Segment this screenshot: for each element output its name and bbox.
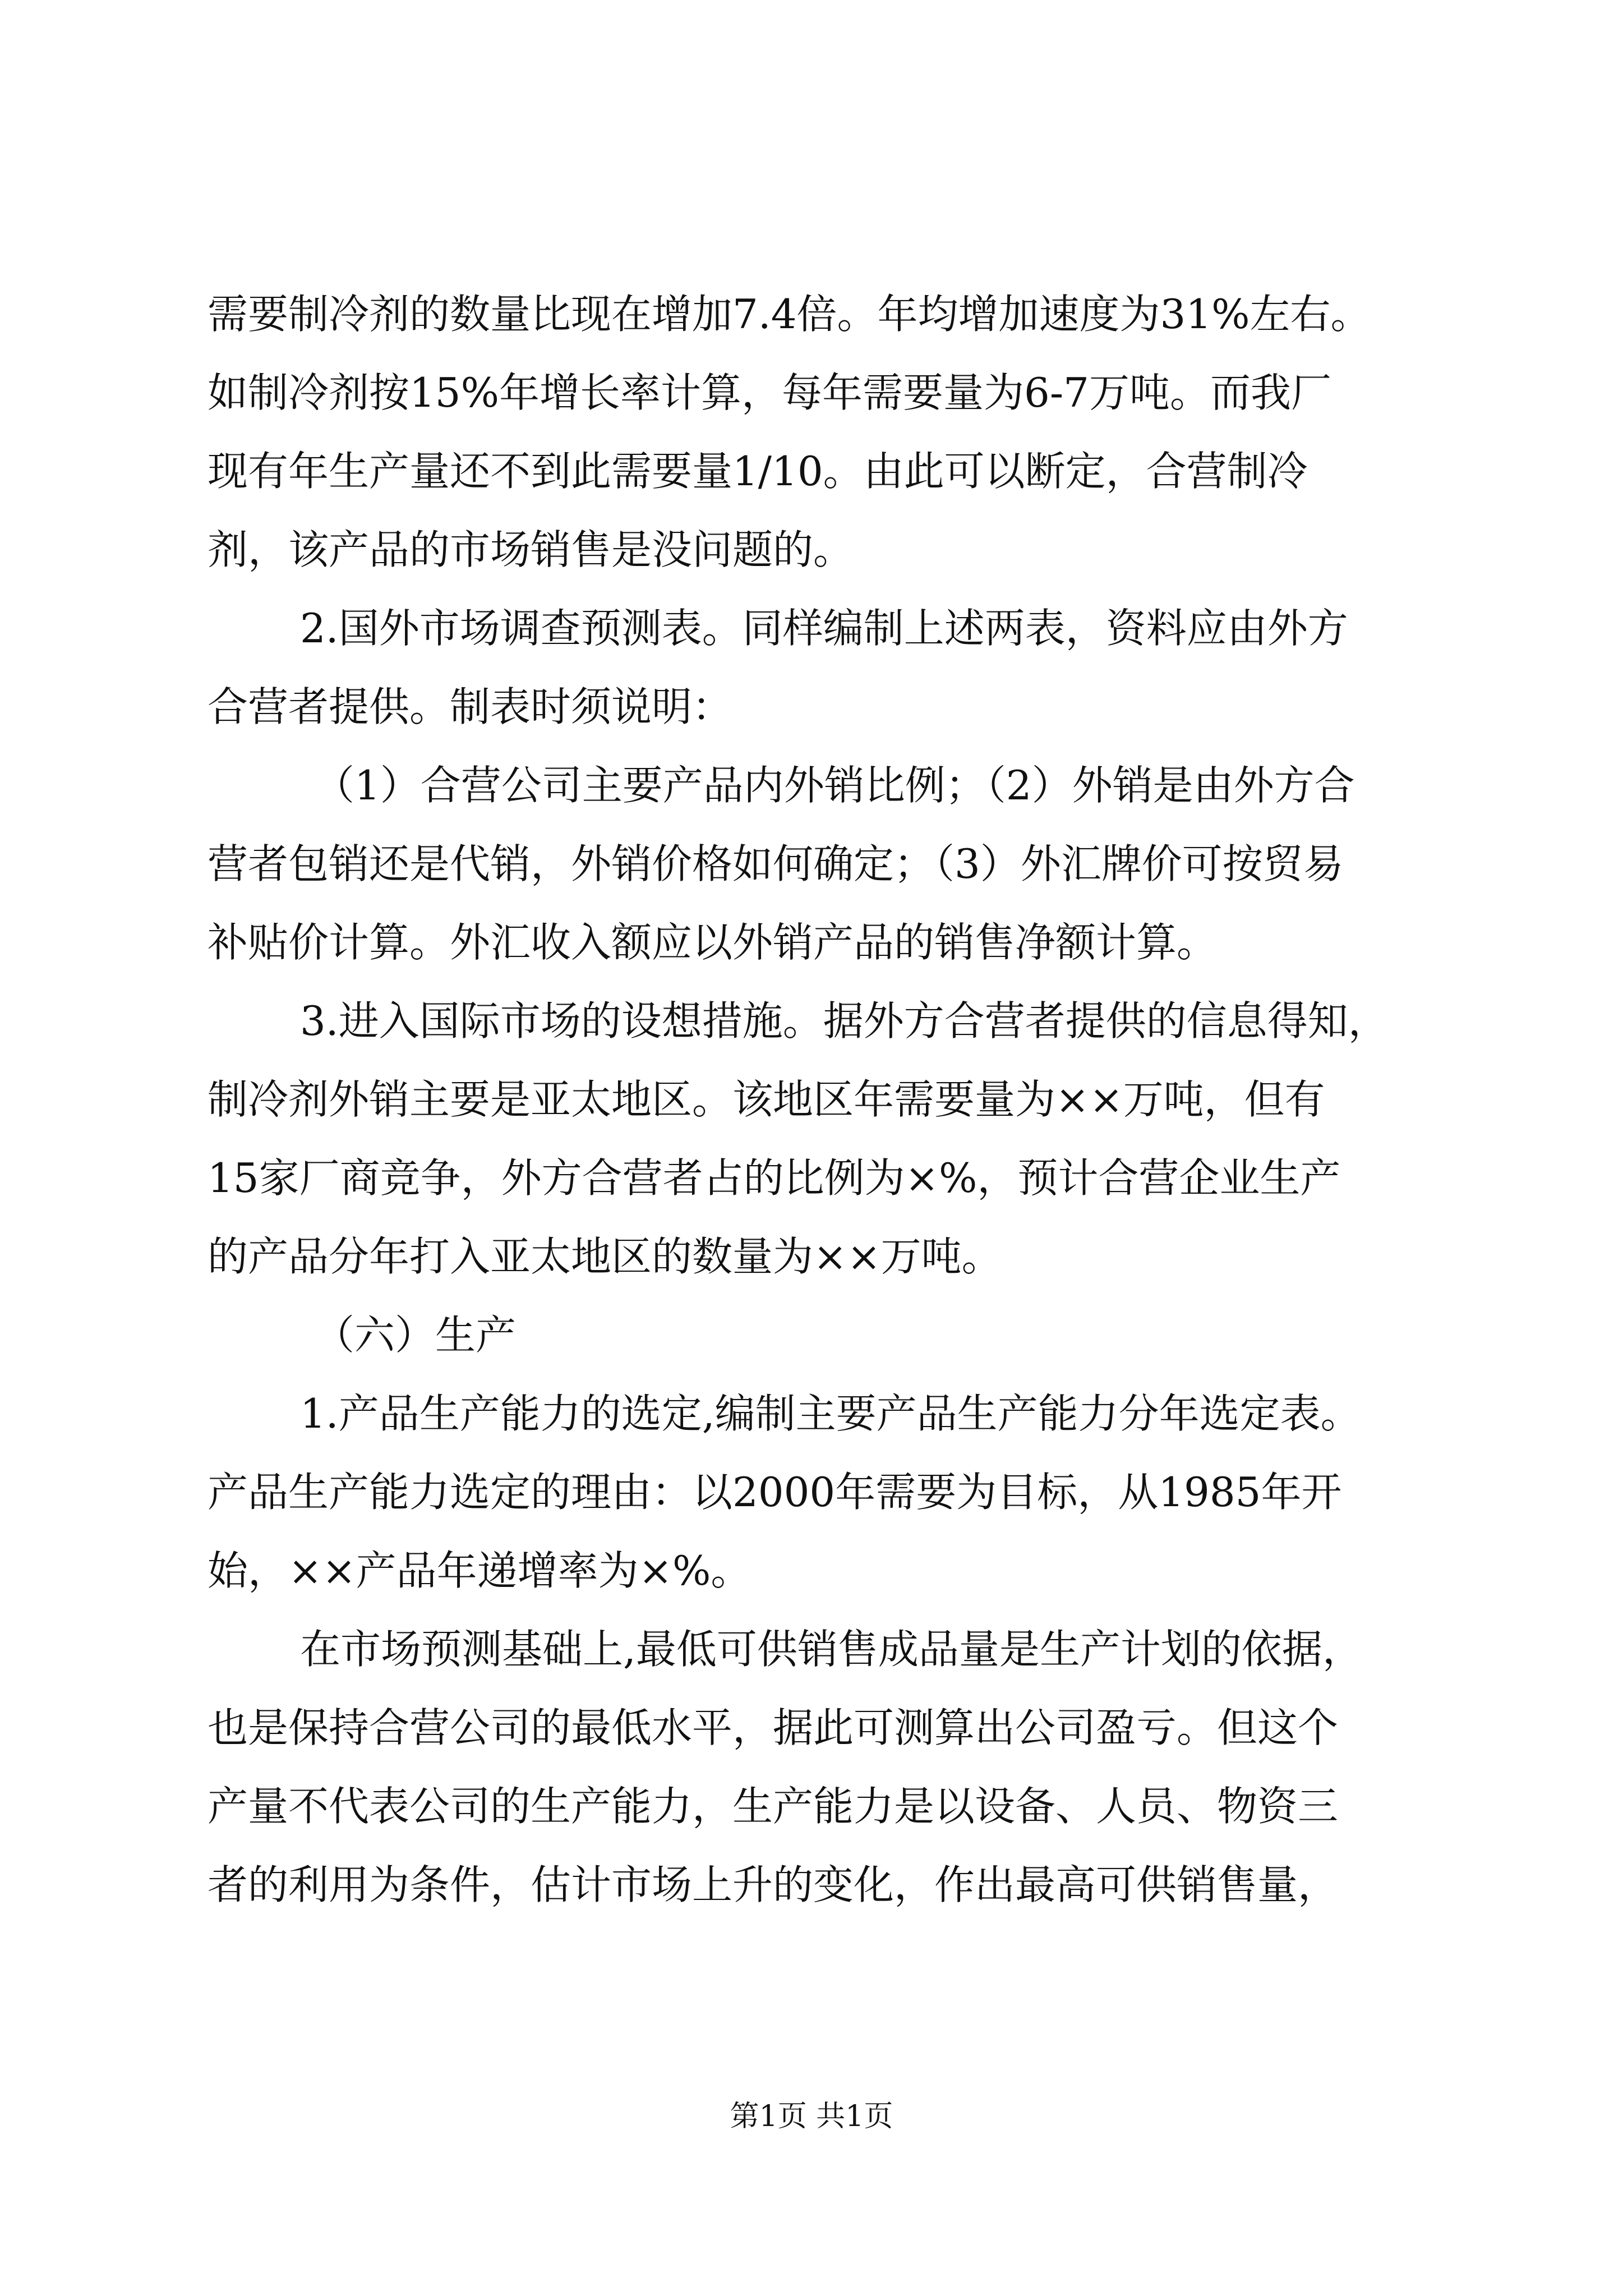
text-line: 剂，该产品的市场销售是没问题的。 <box>208 526 854 573</box>
text-line: 营者包销还是代销，外销价格如何确定；（3）外汇牌价可按贸易 <box>208 840 1344 887</box>
text-line: 产量不代表公司的生产能力，生产能力是以设备、人员、物资三 <box>208 1783 1339 1830</box>
text-line: 1.产品生产能力的选定,编制主要产品生产能力分年选定表。 <box>300 1390 1361 1437</box>
text-line: 合营者提供。制表时须说明： <box>208 683 733 730</box>
text-line: 3.进入国际市场的设想措施。据外方合营者提供的信息得知， <box>300 997 1389 1045</box>
text-line: 现有年生产量还不到此需要量1/10。由此可以断定，合营制冷 <box>208 448 1308 495</box>
text-line: 15家厂商竞争，外方合营者占的比例为×%，预计合营企业生产 <box>208 1154 1341 1202</box>
text-line: 也是保持合营公司的最低水平，据此可测算出公司盈亏。但这个 <box>208 1704 1339 1751</box>
text-line: 如制冷剂按15%年增长率计算，每年需要量为6-7万吨。而我厂 <box>208 369 1331 416</box>
section-heading: （六）生产 <box>314 1312 517 1359</box>
page-footer: 第1页 共1页 <box>730 2100 893 2133</box>
text-line: 始，××产品年递增率为×%。 <box>208 1547 751 1594</box>
text-line: 制冷剂外销主要是亚太地区。该地区年需要量为××万吨，但有 <box>208 1076 1325 1123</box>
text-line: 者的利用为条件，估计市场上升的变化，作出最高可供销售量， <box>208 1861 1339 1908</box>
text-line: （1）合营公司主要产品内外销比例；（2）外销是由外方合 <box>314 762 1355 809</box>
text-line: 在市场预测基础上,最低可供销售成品量是生产计划的依据， <box>300 1626 1363 1673</box>
text-line: 补贴价计算。外汇收入额应以外销产品的销售净额计算。 <box>208 919 1218 966</box>
text-line: 的产品分年打入亚太地区的数量为××万吨。 <box>208 1233 1002 1280</box>
text-line: 2.国外市场调查预测表。同样编制上述两表，资料应由外方 <box>300 605 1348 652</box>
text-line: 产品生产能力选定的理由：以2000年需要为目标，从1985年开 <box>208 1469 1342 1516</box>
text-line: 需要制冷剂的数量比现在增加7.4倍。年均增加速度为31%左右。 <box>208 291 1371 338</box>
